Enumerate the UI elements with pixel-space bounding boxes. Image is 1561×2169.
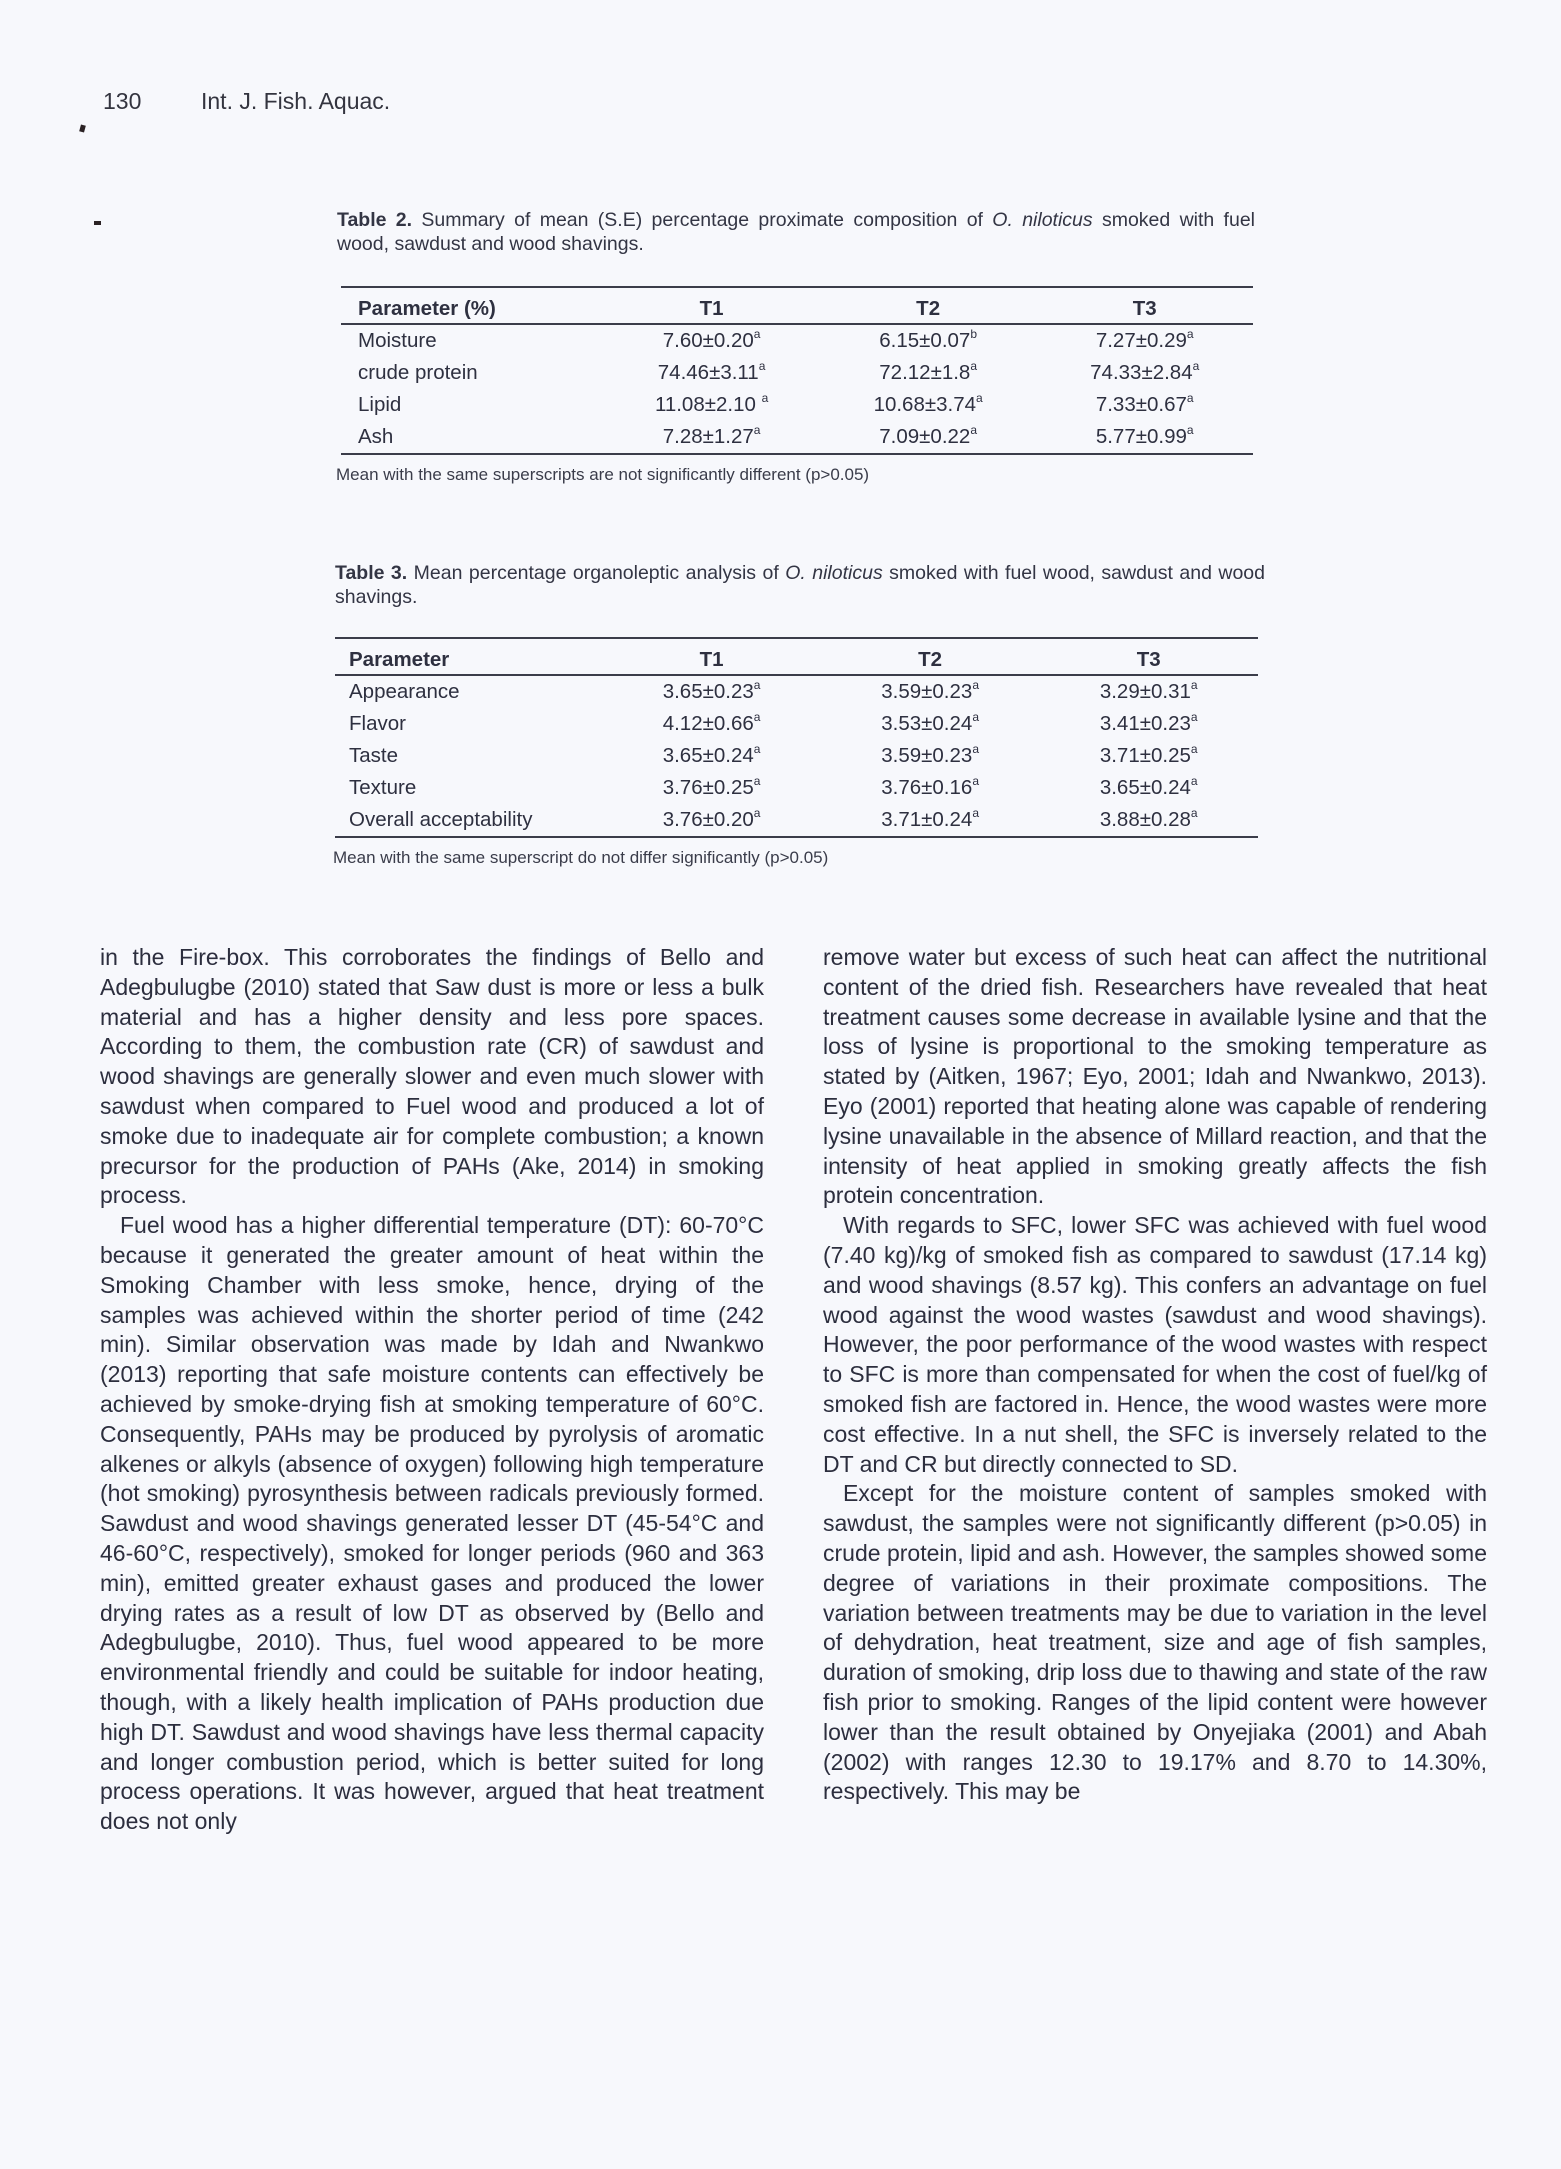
mean-se: 7.09±0.22 [879,425,971,448]
cell-value [602,675,821,708]
mean-se: 74.33±2.84 [1090,361,1193,384]
row-parameter: crude protein [358,361,478,384]
mean-se: 3.76±0.20 [662,808,754,831]
table2-caption [337,208,1255,256]
mean-se: 3.76±0.16 [881,776,973,799]
cell-value [820,357,1037,389]
paragraph: Fuel wood has a higher differential temperature (DT): 60-70°C because it generated the greater amount of heat within the Smoking Chamber with less smoke, hence, drying of the samples was achieved within the shorter period of time (242 min). Similar observation was made by Idah and Nwankwo (2013) reporting that safe moisture contents can effectively be achieved by smoke-drying fish at smoking temperature of 60°C. Consequently, PAHs may be produced by pyrolysis of aromatic alkenes or alkyls (absence of oxygen) following high temperature (hot smoking) pyrosynthesis between radicals previously formed. Sawdust and wood shavings generated lesser DT (45-54°C and 46-60°C, respectively), smoked for longer periods (960 and 363 min), emitted greater exhaust gases and produced the lower drying rates as a result of low DT as observed by (Bello and Adegbulugbe, 2010). Thus, fuel wood appeared to be more environmental friendly and could be suitable for indoor heating, though, with a likely health implication of PAHs production due high DT. Sawdust and wood shavings have less thermal capacity and longer combustion period, which is better suited for long process operations. It was however, argued that heat treatment does not only [100,1212,764,1835]
mean-se: 3.59±0.23 [881,680,973,703]
body-column-left [100,943,764,1837]
significance-superscript: a [1186,423,1194,437]
significance-superscript: a [758,359,766,373]
column-header: T2 [916,297,941,320]
table-row [341,324,1253,357]
table2-caption-text: Summary of mean (S.E) percentage proximate composition of [412,209,993,231]
row-parameter: Lipid [358,393,402,416]
column-header: Parameter (%) [358,297,496,320]
significance-superscript: a [972,806,979,820]
table-row [335,708,1258,740]
cell-value [821,772,1040,804]
column-header: T2 [918,648,943,671]
mean-se: 4.12±0.66 [662,712,754,735]
cell-value [1039,804,1258,837]
table3 [335,637,1258,838]
mean-se: 6.15±0.07 [879,329,971,352]
cell-value [821,740,1040,772]
table2-caption-text-end: smoked with fuel wood, sawdust and wood shavings. [337,209,1255,255]
mean-se: 3.53±0.24 [881,712,973,735]
table-row [341,421,1253,454]
table-header-row [341,287,1253,324]
cell-value [1036,421,1253,454]
column-header: T1 [699,297,724,320]
mean-se: 74.46±3.11 [657,361,759,384]
mean-se: 3.65±0.24 [1099,776,1191,799]
significance-superscript: a [753,742,761,756]
significance-superscript: a [1190,806,1198,820]
significance-superscript: a [976,391,983,405]
mean-se: 3.65±0.24 [662,744,754,767]
cell-value [820,389,1037,421]
table-row [341,389,1253,421]
row-parameter: Flavor [349,712,406,735]
scan-speck [94,221,101,225]
table2-footnote: Mean with the same superscripts are not significantly different (p>0.05) [336,465,870,484]
significance-superscript: a [753,806,761,820]
mean-se: 3.41±0.23 [1099,712,1191,735]
significance-superscript: a [1190,742,1198,756]
mean-se: 10.68±3.74 [873,393,977,416]
table-row [335,804,1258,837]
significance-superscript: a [1192,359,1200,373]
cell-value [1039,740,1258,772]
mean-se: 3.71±0.25 [1099,744,1191,767]
column-header: T3 [1136,648,1161,671]
significance-superscript: a [970,423,978,437]
significance-superscript: a [753,774,761,788]
table-row [341,357,1253,389]
paragraph: in the Fire-box. This corroborates the findings of Bello and Adegbulugbe (2010) stated that Saw dust is more or less a bulk material and has a higher density and less pore spaces. According to them, the combustion rate (CR) of sawdust and wood shavings are generally slower and even much slower with sawdust when compared to Fuel wood and produced a lot of smoke due to inadequate air for complete combustion; a known precursor for the production of PAHs (Ake, 2014) in smoking process. [100,944,764,1209]
table2 [341,286,1253,455]
cell-value [821,804,1040,837]
significance-superscript: a [761,391,769,405]
cell-value [1039,772,1258,804]
row-parameter: Appearance [349,680,460,703]
species-name: O. niloticus [992,209,1093,231]
mean-se: 3.88±0.28 [1099,808,1191,831]
species-name: O. niloticus [785,562,883,584]
row-parameter: Texture [349,776,417,799]
significance-superscript: a [753,423,761,437]
cell-value [602,804,821,837]
column-header: Parameter [349,648,450,671]
mean-se: 3.29±0.31 [1099,680,1191,703]
table-row [335,675,1258,708]
mean-se: 3.71±0.24 [881,808,973,831]
cell-value [1036,389,1253,421]
row-parameter: Overall acceptability [349,808,533,831]
significance-superscript: a [970,359,978,373]
significance-superscript: a [1186,327,1194,341]
mean-se: 72.12±1.8 [879,361,971,384]
significance-superscript: a [1190,678,1198,692]
cell-value [821,708,1040,740]
significance-superscript: a [972,742,979,756]
cell-value [602,708,821,740]
mean-se: 7.60±0.20 [662,329,754,352]
column-header: T1 [699,648,724,671]
journal-name: Int. J. Fish. Aquac. [201,88,391,114]
significance-superscript: a [753,327,761,341]
cell-value [603,357,820,389]
mean-se: 7.33±0.67 [1095,393,1187,416]
mean-se: 5.77±0.99 [1095,425,1187,448]
scan-speck [79,124,86,132]
cell-value [1039,675,1258,708]
table2-label: Table 2. [337,209,413,231]
running-head [103,88,390,115]
mean-se: 3.76±0.25 [662,776,754,799]
cell-value [1036,324,1253,357]
page-number: 130 [103,88,142,114]
body-column-right [823,943,1487,1807]
cell-value [602,740,821,772]
table-row [335,740,1258,772]
significance-superscript: a [1190,774,1198,788]
cell-value [602,772,821,804]
cell-value [603,324,820,357]
paragraph: Except for the moisture content of samples smoked with sawdust, the samples were not significantly different (p>0.05) in crude protein, lipid and ash. However, the samples showed some degree of variations in their proximate compositions. The variation between treatments may be due to variation in the level of dehydration, heat treatment, size and age of fish samples, duration of smoking, drip loss due to thawing and state of the raw fish prior to smoking. Ranges of the lipid content were however lower than the result obtained by Onyejiaka (2001) and Abah (2002) with ranges 12.30 to 19.17% and 8.70 to 14.30%, respectively. This may be [823,1480,1487,1805]
cell-value [1039,708,1258,740]
cell-value [820,324,1037,357]
cell-value [820,421,1037,454]
significance-superscript: a [1186,391,1194,405]
significance-superscript: b [970,327,978,341]
row-parameter: Ash [358,425,394,448]
cell-value [821,675,1040,708]
column-header: T3 [1132,297,1157,320]
cell-value [603,421,820,454]
significance-superscript: a [972,774,979,788]
mean-se: 7.27±0.29 [1095,329,1187,352]
cell-value [1036,357,1253,389]
table-row [335,772,1258,804]
significance-superscript: a [1190,710,1198,724]
table3-caption-text: Mean percentage organoleptic analysis of [407,562,786,584]
mean-se: 7.28±1.27 [662,425,754,448]
table3-caption-text-end: smoked with fuel wood, sawdust and wood shavings. [335,562,1265,608]
paragraph: With regards to SFC, lower SFC was achieved with fuel wood (7.40 kg)/kg of smoked fish as compared to sawdust (17.14 kg) and wood shavings (8.57 kg). This confers an advantage on fuel wood against the wood wastes (sawdust and wood shavings). However, the poor performance of the wood wastes with respect to SFC is more than compensated for when the cost of fuel/kg of smoked fish are factored in. Hence, the wood wastes were more cost effective. In a nut shell, the SFC is inversely related to the DT and CR but directly connected to SD. [823,1212,1487,1477]
mean-se: 11.08±2.10 [654,393,762,416]
mean-se: 3.65±0.23 [662,680,754,703]
significance-superscript: a [753,710,761,724]
row-parameter: Taste [349,744,398,767]
significance-superscript: a [972,678,979,692]
table-header-row [335,638,1258,675]
cell-value [603,389,820,421]
significance-superscript: a [972,710,979,724]
table3-label: Table 3. [335,562,408,584]
mean-se: 3.59±0.23 [881,744,973,767]
significance-superscript: a [753,678,761,692]
table3-caption [335,561,1265,609]
table3-footnote: Mean with the same superscript do not differ significantly (p>0.05) [333,848,829,867]
paragraph: remove water but excess of such heat can affect the nutritional content of the dried fish. Researchers have revealed that heat treatment causes some decrease in available lysine and that the loss of lysine is proportional to the smoking temperature as stated by (Aitken, 1967; Eyo, 2001; Idah and Nwankwo, 2013). Eyo (2001) reported that heating alone was capable of rendering lysine unavailable in the absence of Millard reaction, and that the intensity of heat applied in smoking greatly affects the fish protein concentration. [823,944,1487,1209]
row-parameter: Moisture [358,329,437,352]
